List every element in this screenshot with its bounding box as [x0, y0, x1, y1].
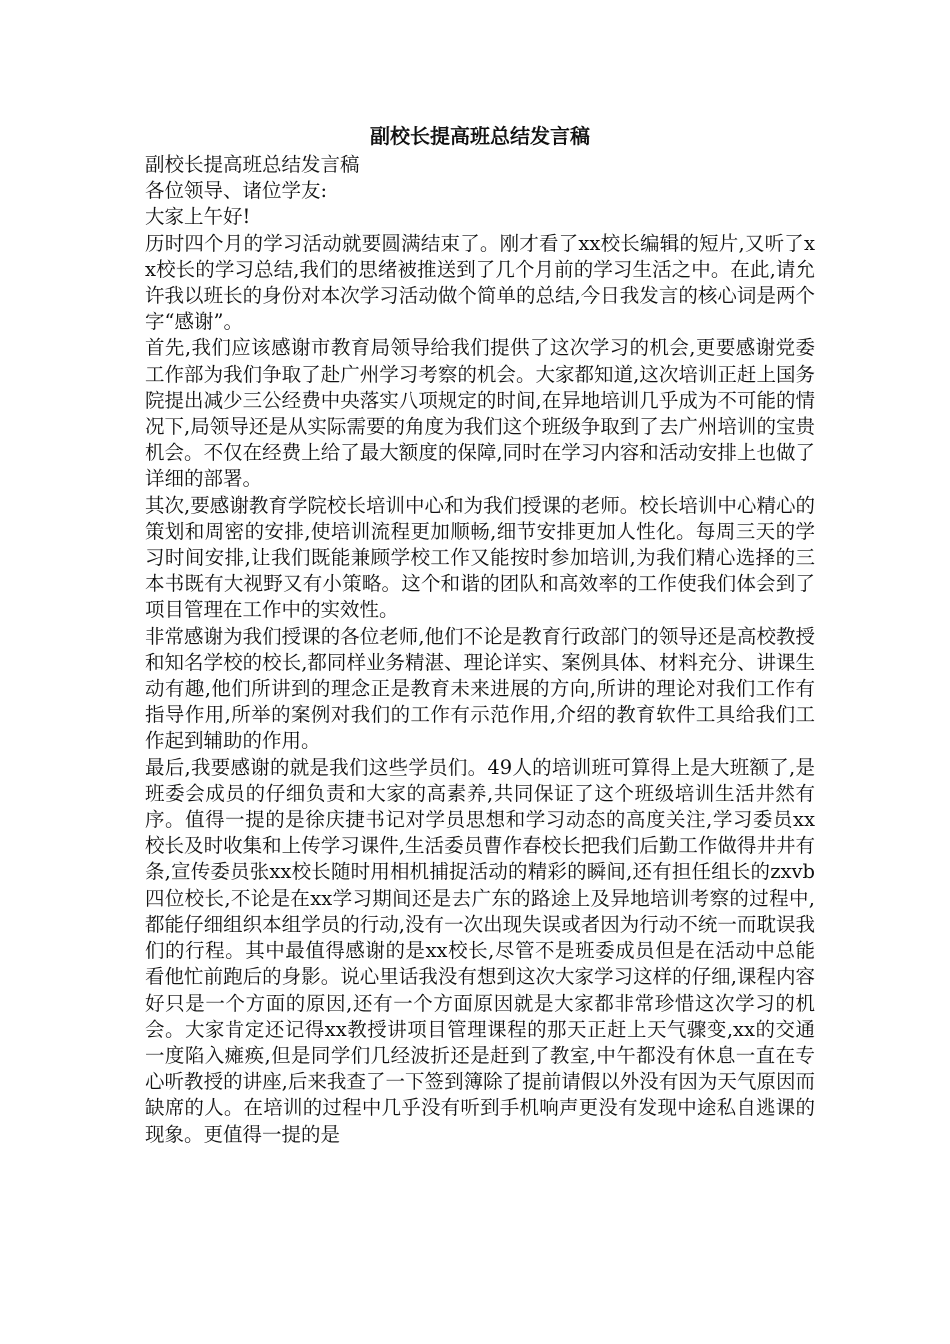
paragraph-intro: 历时四个月的学习活动就要圆满结束了。刚才看了xx校长编辑的短片,又听了xx校长的学习总结,我们的思绪被推送到了几个月前的学习生活之中。在此,请允许我以班长的身份对本次学习活动做个简单的总结,今日我发言的核心词是两个字“感谢”。: [145, 231, 815, 334]
paragraph-subtitle: 副校长提高班总结发言稿: [145, 153, 360, 176]
document-page: [145, 122, 815, 1148]
paragraph-teachers: 非常感谢为我们授课的各位老师,他们不论是教育行政部门的领导还是高校教授和知名学校的校长,都同样业务精湛、理论详实、案例具体、材料充分、讲课生动有趣,他们所讲到的理念正是教育未来进展的方向,所讲的理论对我们工作有指导作用,所举的案例对我们的工作有示范作用,介绍的教育软件工具给我们工作起到辅助的作用。: [145, 624, 815, 753]
paragraph-greeting: 大家上午好!: [145, 205, 251, 229]
paragraph-first: 首先,我们应该感谢市教育局领导给我们提供了这次学习的机会,更要感谢党委工作部为我们争取了赴广州学习考察的机会。大家都知道,这次培训正赶上国务院提出减少三公经费中央落实八项规定的时间,在异地培训几乎成为不可能的情况下,局领导还是从实际需要的角度为我们这个班级争取到了去广州培训的宝贵机会。不仅在经费上给了最大额度的保障,同时在学习内容和活动安排上也做了详细的部署。: [145, 336, 815, 491]
paragraph-salutation: 各位领导、诸位学友:: [145, 179, 328, 203]
document-title: 副校长提高班总结发言稿: [370, 124, 590, 148]
paragraph-second: 其次,要感谢教育学院校长培训中心和为我们授课的老师。校长培训中心精心的策划和周密的安排,使培训流程更加顺畅,细节安排更加人性化。每周三天的学习时间安排,让我们既能兼顾学校工作又能按时参加培训,为我们精心选择的三本书既有大视野又有小策略。这个和谐的团队和高效率的工作使我们体会到了项目管理在工作中的实效性。: [145, 493, 815, 622]
paragraph-last: 最后,我要感谢的就是我们这些学员们。49人的培训班可算得上是大班额了,是班委会成员的仔细负责和大家的高素养,共同保证了这个班级培训生活井然有序。值得一提的是徐庆捷书记对学员思想和学习动态的高度关注,学习委员xx校长及时收集和上传学习课件,生活委员曹作春校长把我们后勤工作做得井井有条,宣传委员张xx校长随时用相机捕捉活动的精彩的瞬间,还有担任组长的zxvb四位校长,不论是在xx学习期间还是去广东的路途上及异地培训考察的过程中,都能仔细组织本组学员的行动,没有一次出现失误或者因为行动不统一而耽误我们的行程。其中最值得感谢的是xx校长,尽管不是班委成员但是在活动中总能看他忙前跑后的身影。说心里话我没有想到这次大家学习这样的仔细,课程内容好只是一个方面的原因,还有一个方面原因就是大家都非常珍惜这次学习的机会。大家肯定还记得xx教授讲项目管理课程的那天正赶上天气骤变,xx的交通一度陷入瘫痪,但是同学们几经波折还是赶到了教室,中午都没有休息一直在专心听教授的讲座,后来我查了一下签到簿除了提前请假以外没有因为天气原因而缺席的人。在培训的过程中几乎没有听到手机响声更没有发现中途私自逃课的现象。更值得一提的是: [145, 755, 815, 1146]
